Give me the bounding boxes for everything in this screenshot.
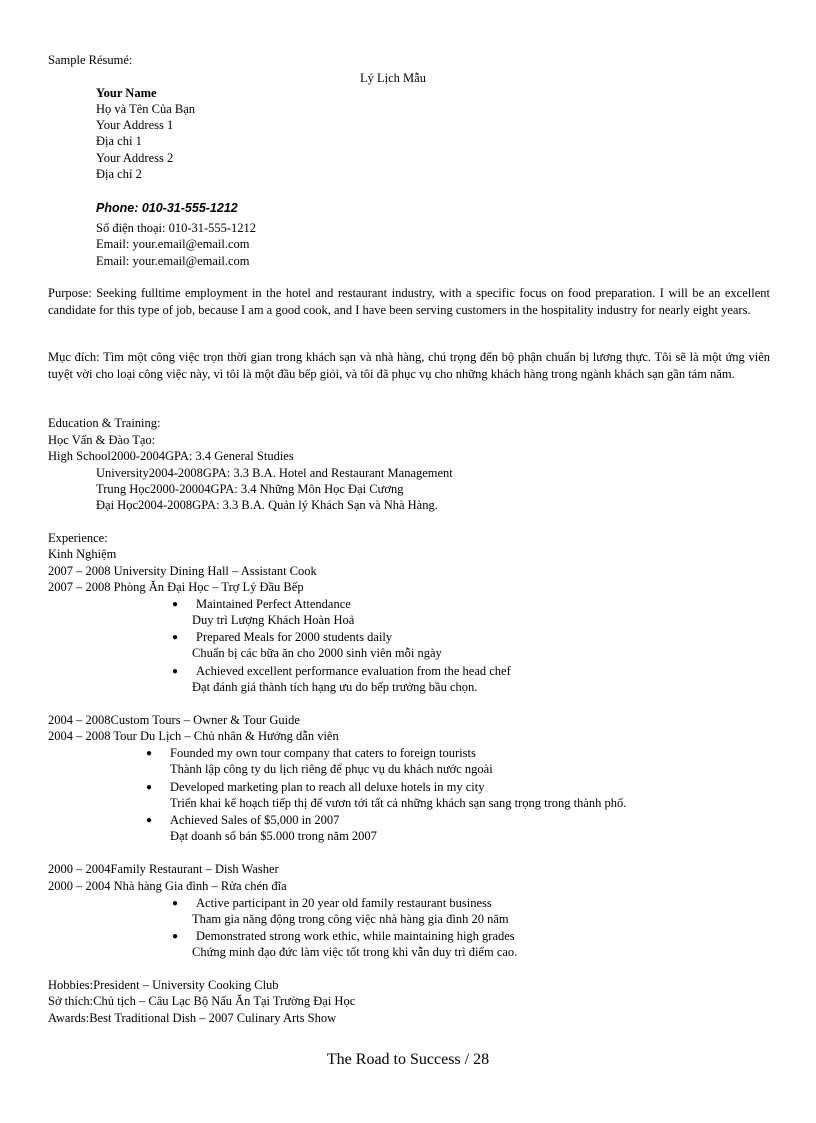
bullet-dot-icon: ● <box>172 632 179 643</box>
experience-heading-vi: Kinh Nghiệm <box>48 547 117 561</box>
education-line: Trung Học2000-20004GPA: 3.4 Những Môn Học Đại Cương <box>96 482 404 496</box>
job-title-vi: 2000 – 2004 Nhà hàng Gia đình – Rửa chén đĩa <box>48 879 287 893</box>
name-line: Your Name <box>96 86 157 100</box>
bullet-dot-icon: ● <box>172 599 179 610</box>
name-line-vi: Họ và Tên Của Bạn <box>96 102 196 116</box>
job-title-vi: 2004 – 2008 Tour Du Lịch – Chủ nhân & Hướng dẫn viên <box>48 729 339 743</box>
awards-line: Awards:Best Traditional Dish – 2007 Culinary Arts Show <box>48 1011 337 1025</box>
education-line: High School2000-2004GPA: 3.4 General Studies <box>48 449 294 463</box>
address1-line-vi: Địa chỉ 1 <box>96 134 142 148</box>
bullet-text: Developed marketing plan to reach all deluxe hotels in my city <box>170 780 485 794</box>
hobbies-line-vi: Sở thích:Chủ tịch – Câu Lạc Bộ Nấu Ăn Tại Trường Đại Học <box>48 994 356 1008</box>
education-line: University2004-2008GPA: 3.3 B.A. Hotel and Restaurant Management <box>96 466 453 480</box>
page-footer: The Road to Success / 28 <box>326 1051 490 1068</box>
hobbies-line: Hobbies:President – University Cooking Club <box>48 978 279 992</box>
bullet-text-vi: Duy trì Lượng Khách Hoàn Hoả <box>192 613 355 627</box>
bullet-dot-icon: ● <box>172 931 179 942</box>
phone-line: Phone: 010-31-555-1212 <box>96 201 238 215</box>
job-title: 2007 – 2008 University Dining Hall – Assistant Cook <box>48 564 317 578</box>
bullet-text: Demonstrated strong work ethic, while maintaining high grades <box>196 929 515 943</box>
bullet-dot-icon: ● <box>172 898 179 909</box>
email-line: Email: your.email@email.com <box>96 237 250 251</box>
job-title: 2000 – 2004Family Restaurant – Dish Washer <box>48 862 279 876</box>
purpose-paragraph-vi: Mục đích: Tìm một công việc trọn thời gian trong khách sạn và nhà hàng, chú trọng đến bộ phận chuẩn bị lương thực. Tôi sẽ là một ứng viên tuyệt vời cho loại công việc này, vì tôi là một đầu bếp giỏi, và tôi đã phục vụ cho những khách hàng trong ngành khách sạn gần tám năm. <box>48 350 770 381</box>
address2-line: Your Address 2 <box>96 151 174 165</box>
address2-line-vi: Địa chỉ 2 <box>96 167 142 181</box>
bullet-text: Founded my own tour company that caters to foreign tourists <box>170 746 476 760</box>
job-title: 2004 – 2008Custom Tours – Owner & Tour Guide <box>48 713 300 727</box>
education-heading-vi: Học Vấn & Đào Tạo: <box>48 433 156 447</box>
bullet-text: Active participant in 20 year old family restaurant business <box>196 896 492 910</box>
bullet-text: Achieved excellent performance evaluation from the head chef <box>196 664 511 678</box>
bullet-dot-icon: ● <box>172 666 179 677</box>
bullet-text-vi: Triển khai kế hoạch tiếp thị để vươn tới tất cả những khách sạn sang trọng trong thành phố. <box>170 796 627 810</box>
email-line-vi: Email: your.email@email.com <box>96 254 250 268</box>
resume-title-vi: Lý Lịch Mẫu <box>360 71 426 85</box>
bullet-text-vi: Đạt đánh giá thành tích hạng ưu do bếp trưởng bầu chọn. <box>192 680 478 694</box>
bullet-dot-icon: ● <box>146 815 153 826</box>
education-heading: Education & Training: <box>48 416 161 430</box>
bullet-text-vi: Thành lập công ty du lịch riêng để phục vụ du khách nước ngoài <box>170 762 493 776</box>
purpose-paragraph: Purpose: Seeking fulltime employment in the hotel and restaurant industry, with a specific focus on food preparation. I will be an excellent candidate for this type of job, because I am a good cook, and I have been serving customers in the hospitality industry for nearly eight years. <box>48 286 770 317</box>
bullet-text: Achieved Sales of $5,000 in 2007 <box>170 813 340 827</box>
bullet-dot-icon: ● <box>146 748 153 759</box>
bullet-dot-icon: ● <box>146 782 153 793</box>
education-line: Đại Học2004-2008GPA: 3.3 B.A. Quản lý Khách Sạn và Nhà Hàng. <box>96 498 438 512</box>
bullet-text-vi: Tham gia năng động trong công việc nhà hàng gia đình 20 năm <box>192 912 509 926</box>
sample-resume-label: Sample Résumé: <box>48 53 133 67</box>
bullet-text-vi: Chuẩn bị các bữa ăn cho 2000 sinh viên mỗi ngày <box>192 646 442 660</box>
bullet-text-vi: Chứng minh đạo đức làm việc tốt trong khi vẫn duy trì điểm cao. <box>192 945 518 959</box>
address1-line: Your Address 1 <box>96 118 174 132</box>
phone-line-vi: Số điện thoại: 010-31-555-1212 <box>96 221 257 235</box>
job-title-vi: 2007 – 2008 Phòng Ăn Đại Học – Trợ Lý Đầu Bếp <box>48 580 304 594</box>
experience-heading: Experience: <box>48 531 108 545</box>
bullet-text: Maintained Perfect Attendance <box>196 597 351 611</box>
bullet-text: Prepared Meals for 2000 students daily <box>196 630 393 644</box>
bullet-text-vi: Đạt doanh số bán $5.000 trong năm 2007 <box>170 829 377 843</box>
